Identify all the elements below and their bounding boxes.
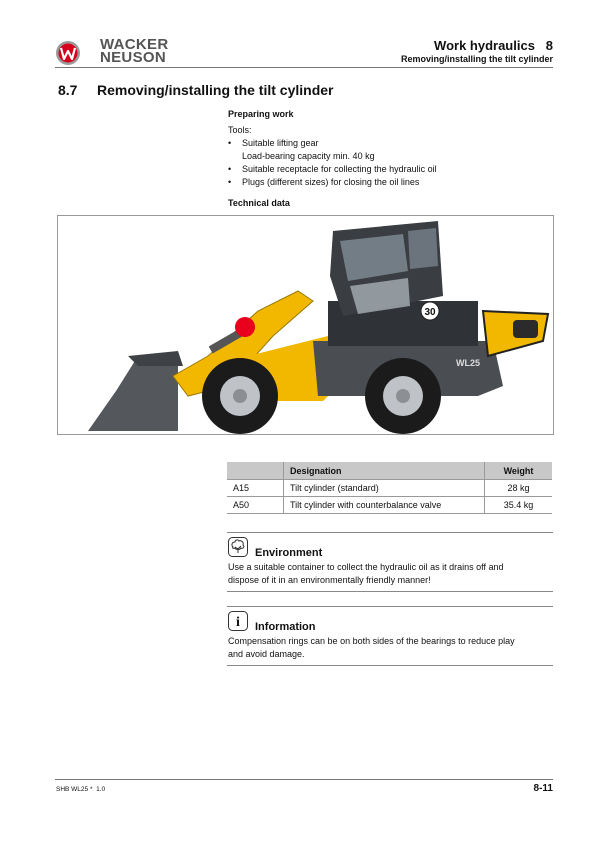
brand-wordmark [100,36,169,66]
cell-id: A50 [227,497,284,514]
info-icon [228,611,248,631]
preparing-work-heading: Preparing work [228,109,294,119]
list-item-text: Suitable receptacle for collecting the hydraulic oil [242,164,437,174]
information-text-line: and avoid damage. [228,648,305,659]
model-badge: WL25 [456,358,481,368]
table-row [227,497,552,514]
technical-data-heading: Technical data [228,198,290,208]
information-text [228,635,552,660]
note-divider [227,591,553,592]
list-item [228,137,558,163]
list-item-text: Plugs (different sizes) for closing the oil lines [242,177,420,187]
tree-icon [228,537,248,557]
page-number: 8-11 [533,783,553,794]
logo-mark-icon [55,38,87,70]
tools-label: Tools: [228,125,252,135]
column-header-weight: Weight [485,462,553,480]
bullet-icon: • [228,164,232,174]
cell-designation: Tilt cylinder (standard) [284,480,485,497]
cab-number-label: 30 [424,307,436,318]
info-glyph: i [236,615,240,630]
note-divider [227,606,553,607]
list-item [228,176,558,189]
cell-id: A15 [227,480,284,497]
information-text-line: Compensation rings can be on both sides of the bearings to reduce play [228,636,515,646]
tools-list [228,137,558,189]
footer-divider [55,779,553,780]
document-id: SHB WL25 * 1.0 [56,786,106,793]
tilt-cylinder-marker [235,317,255,337]
note-divider [227,665,553,666]
list-item-subtext: Load-bearing capacity min. 40 kg [242,151,375,161]
information-title: Information [255,621,316,633]
cell-designation: Tilt cylinder with counterbalance valve [284,497,485,514]
note-divider [227,532,553,533]
section-title: Removing/installing the tilt cylinder [97,82,334,98]
table-header-row [227,462,552,480]
table-row [227,480,552,497]
cell-weight: 28 kg [485,480,553,497]
brand-line-1: WACKER [100,36,169,53]
bullet-icon: • [228,138,232,148]
column-header-designation: Designation [284,462,485,480]
environment-title: Environment [255,547,323,559]
list-item-text: Suitable lifting gear [242,138,319,148]
wheel-loader-illustration [58,216,553,434]
column-header-id [227,462,284,480]
environment-text-line: dispose of it in an environmentally friendly manner! [228,574,431,585]
cell-weight: 35.4 kg [485,497,553,514]
environment-text [228,561,552,586]
list-item [228,163,558,176]
wheel-loader-image [57,215,554,435]
brand-line-2: NEUSON [100,48,166,66]
section-number: 8.7 [58,82,78,98]
header-divider [55,67,553,68]
bullet-icon: • [228,177,232,187]
environment-text-line: Use a suitable container to collect the hydraulic oil as it drains off and [228,562,504,572]
weight-table [227,462,552,514]
chapter-title: Work hydraulics 8 [434,38,553,53]
section-subtitle: Removing/installing the tilt cylinder [400,54,553,64]
